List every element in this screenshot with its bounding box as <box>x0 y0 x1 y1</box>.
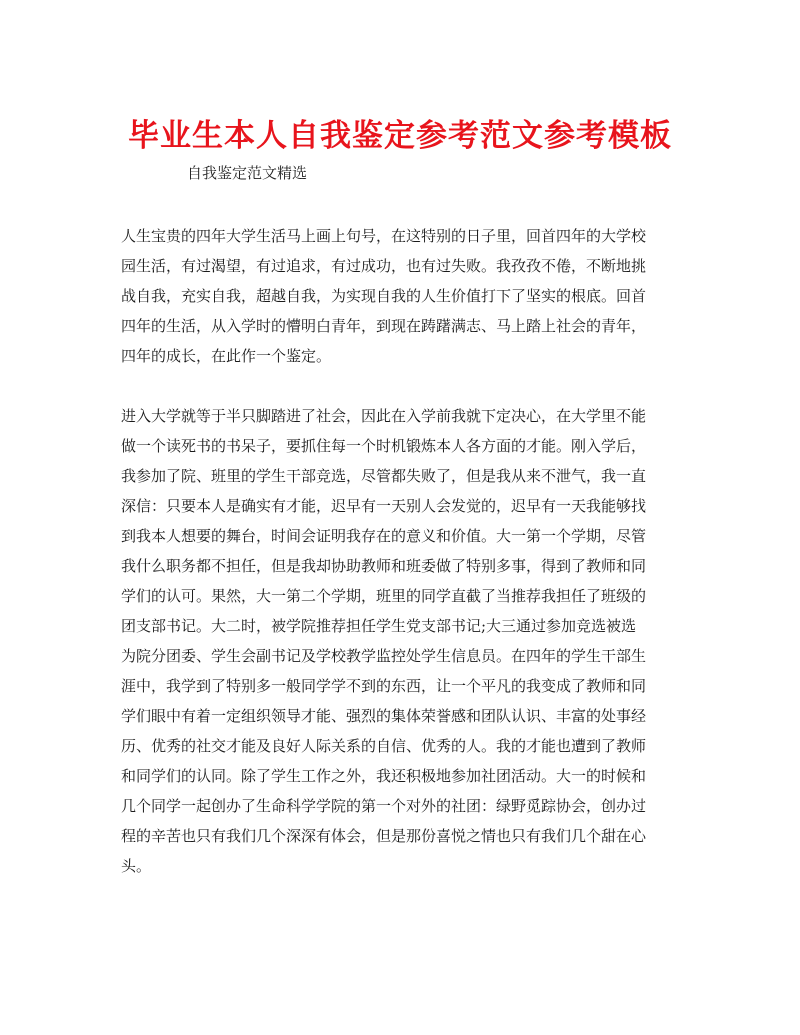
paragraph-line: 学们眼中有着一定组织领导才能、强烈的集体荣誉感和团队认识、丰富的处事经 <box>121 707 647 725</box>
paragraph-line: 涯中，我学到了特别多一般同学学不到的东西，让一个平凡的我变成了教师和同 <box>121 677 647 695</box>
paragraph-line: 团支部书记。大二时，被学院推荐担任学生党支部书记;大三通过参加竞选被选 <box>121 617 637 635</box>
paragraph-1 <box>121 221 646 371</box>
paragraph-line: 做一个读死书的书呆子，要抓住每一个时机锻炼本人各方面的才能。刚入学后， <box>121 437 647 455</box>
paragraph-line: 深信：只要本人是确实有才能，迟早有一天别人会发觉的，迟早有一天我能够找 <box>121 497 647 515</box>
paragraph-line: 进入大学就等于半只脚踏进了社会，因此在入学前我就下定决心，在大学里不能 <box>121 407 647 425</box>
paragraph-line: 四年的成长，在此作一个鉴定。 <box>121 347 332 365</box>
paragraph-line: 我什么职务都不担任，但是我却协助教师和班委做了特别多事，得到了教师和同 <box>121 557 647 575</box>
paragraph-line: 为院分团委、学生会副书记及学校教学监控处学生信息员。在四年的学生干部生 <box>121 647 647 665</box>
document-title: 毕业生本人自我鉴定参考范文参考模板 <box>128 118 672 154</box>
paragraph-line: 历、优秀的社交才能及良好人际关系的自信、优秀的人。我的才能也遭到了教师 <box>121 737 647 755</box>
paragraph-line: 程的辛苦也只有我们几个深深有体会，但是那份喜悦之情也只有我们几个甜在心 <box>121 827 647 845</box>
paragraph-line: 和同学们的认同。除了学生工作之外，我还积极地参加社团活动。大一的时候和 <box>121 767 647 785</box>
paragraph-line: 人生宝贵的四年大学生活马上画上句号，在这特别的日子里，回首四年的大学校 <box>121 227 647 245</box>
paragraph-line: 头。 <box>121 857 152 875</box>
paragraph-2 <box>121 401 646 881</box>
paragraph-line: 园生活，有过渴望，有过追求，有过成功，也有过失败。我孜孜不倦，不断地挑 <box>121 257 647 275</box>
paragraph-line: 四年的生活，从入学时的懵明白青年，到现在踌躇满志、马上踏上社会的青年， <box>121 317 647 335</box>
document-subtitle: 自我鉴定范文精选 <box>187 164 308 182</box>
paragraph-line: 战自我，充实自我，超越自我，为实现自我的人生价值打下了坚实的根底。回首 <box>121 287 647 305</box>
paragraph-line: 到我本人想要的舞台，时间会证明我存在的意义和价值。大一第一个学期，尽管 <box>121 527 647 545</box>
paragraph-line: 几个同学一起创办了生命科学学院的第一个对外的社团：绿野觅踪协会，创办过 <box>121 797 647 815</box>
paragraph-line: 学们的认可。果然，大一第二个学期，班里的同学直截了当推荐我担任了班级的 <box>121 587 647 605</box>
paragraph-line: 我参加了院、班里的学生干部竞选，尽管都失败了，但是我从来不泄气，我一直 <box>121 467 647 485</box>
